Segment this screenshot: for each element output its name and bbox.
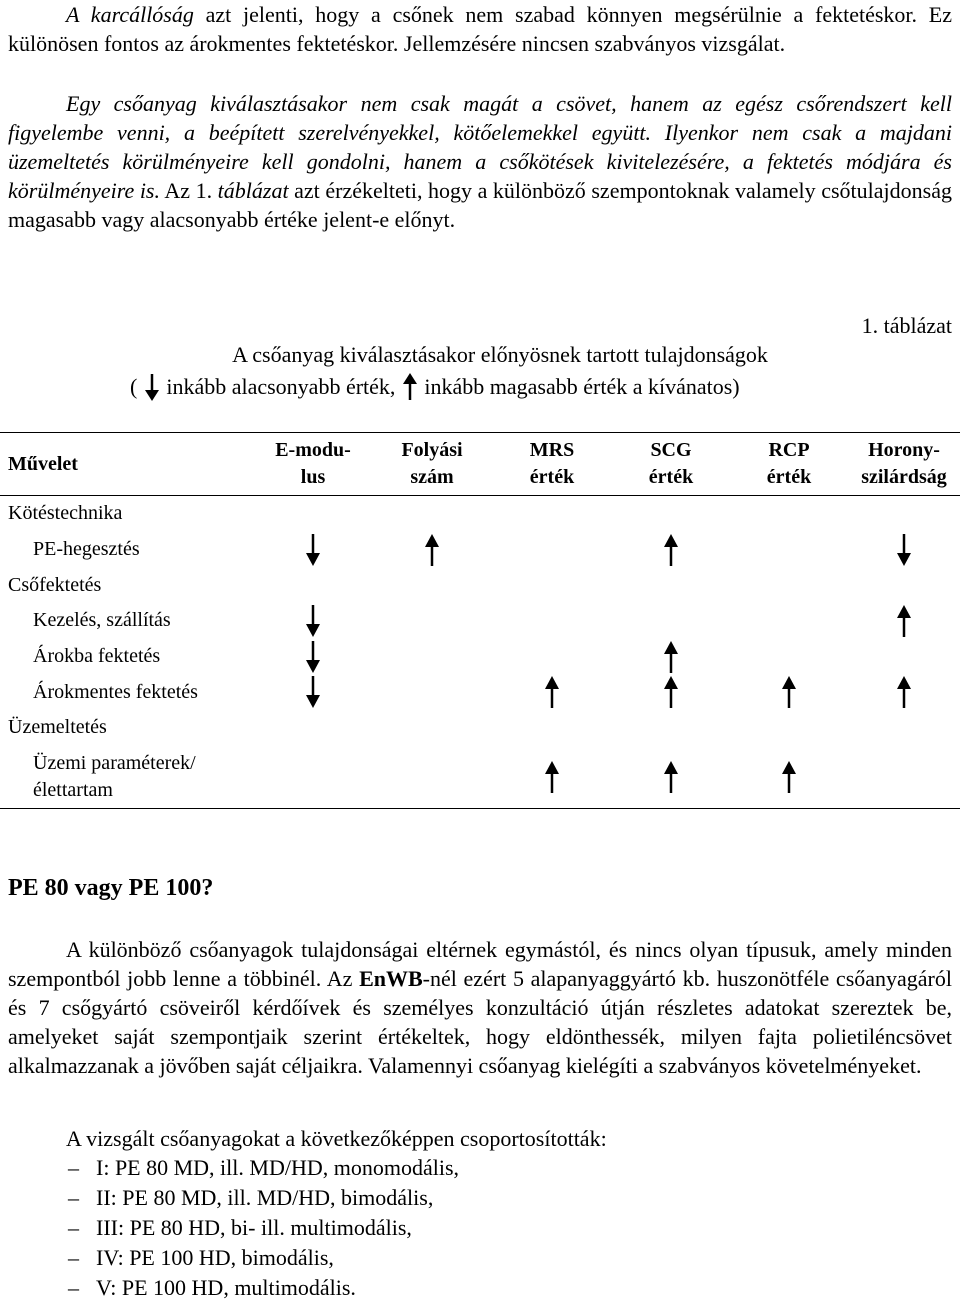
cell-mrs (492, 603, 612, 639)
list-dash: – (68, 1185, 79, 1210)
list-dash: – (68, 1155, 79, 1180)
cell-mrs (492, 496, 612, 532)
cell-rcp (730, 603, 848, 639)
table-row (0, 710, 960, 746)
paragraph-text: -nél ezért 5 alapanyaggyártó kb. huszonötféle csőanyagáról és 7 csőgyártó csöveiről kérdőívek és személyes konzultáció útján részletes adatokat szereztek be, amelyeket saját szempontjaik szerint értékeltek, hogy eldönthessék, milyen fajta polietiléncsövet alkalmazzanak a jövőben saját céljaikra. Valamennyi csőanyag kielégíti a szabványos követelményeket. (8, 966, 952, 1078)
cell-notch-strength (848, 746, 960, 809)
cell-e-modulus (254, 567, 372, 603)
header-line: E-modu- (275, 439, 351, 461)
arrow-up-icon (895, 675, 913, 709)
header-line: érték (766, 466, 812, 488)
table-reference: táblázat (217, 178, 289, 203)
header-rcp (730, 433, 848, 496)
cell-scg (612, 710, 730, 746)
list-item (8, 1243, 459, 1273)
arrow-down-icon (143, 372, 161, 402)
header-line: RCP (768, 439, 810, 461)
operation-group-label: Üzemeltetés (8, 716, 107, 739)
table-row (0, 567, 960, 603)
open-paren: ( (130, 374, 138, 400)
table-row (0, 746, 960, 809)
header-notch-strength (848, 433, 960, 496)
cell-scg (612, 567, 730, 603)
operation-label (0, 746, 254, 809)
cell-mrs (492, 674, 612, 710)
cell-mrs (492, 639, 612, 675)
cell-rcp (730, 567, 848, 603)
paragraph-text: azt érzékelteti, hogy a különböző szempontoknak valamely csőtulajdonság magasabb vagy alacsonyabb értéke jelent-e előnyt. (8, 178, 952, 232)
header-e-modulus (254, 433, 372, 496)
cell-scg (612, 496, 730, 532)
list-item-text: V: PE 100 HD, multimodális. (96, 1275, 356, 1300)
cell-notch-strength (848, 567, 960, 603)
operation-group-label: Kötéstechnika (8, 502, 123, 525)
cell-e-modulus (254, 710, 372, 746)
table-row (0, 603, 960, 639)
operation-label: Árokmentes fektetés (33, 680, 198, 703)
company-name: EnWB (359, 966, 423, 991)
cell-scg (612, 639, 730, 675)
table-legend (130, 370, 740, 402)
cell-flow-index (372, 639, 492, 675)
table-body (0, 496, 960, 809)
cell-e-modulus (254, 603, 372, 639)
header-line: SCG (650, 439, 692, 461)
properties-table (0, 432, 960, 809)
cell-rcp (730, 496, 848, 532)
header-line: MRS (529, 439, 575, 461)
cell-e-modulus (254, 639, 372, 675)
arrow-up-icon (662, 675, 680, 709)
cell-notch-strength (848, 532, 960, 568)
label-line: Üzemi paraméterek/ (33, 751, 196, 774)
header-flow-index (372, 433, 492, 496)
cell-e-modulus (254, 674, 372, 710)
arrow-up-icon (543, 760, 561, 794)
material-group-list (8, 1153, 459, 1303)
cell-mrs (492, 532, 612, 568)
cell-flow-index (372, 532, 492, 568)
cell-flow-index (372, 746, 492, 809)
cell-scg (612, 746, 730, 809)
arrow-up-icon (780, 675, 798, 709)
header-scg (612, 433, 730, 496)
header-operation: Művelet (0, 433, 254, 496)
paragraph-grouping-intro: A vizsgált csőanyagokat a következőképpen csoportosították: (66, 1126, 607, 1151)
header-line: szilárdság (861, 466, 947, 488)
arrow-up-icon (895, 604, 913, 638)
list-item-text: III: PE 80 HD, bi- ill. multimodális, (96, 1215, 412, 1240)
cell-mrs (492, 567, 612, 603)
cell-notch-strength (848, 639, 960, 675)
cell-e-modulus (254, 532, 372, 568)
paragraph-scratch-resistance (8, 0, 952, 58)
table-title: A csőanyag kiválasztásakor előnyösnek tartott tulajdonságok (232, 342, 768, 367)
table-row (0, 674, 960, 710)
arrow-up-icon (423, 533, 441, 567)
arrow-down-icon (304, 640, 322, 674)
header-mrs (492, 433, 612, 496)
cell-e-modulus (254, 746, 372, 809)
table-row (0, 496, 960, 532)
paragraph-text: azt jelenti, hogy a csőnek nem szabad könnyen megsérülnie a fektetéskor. Ez különösen fontos az árokmentes fektetéskor. Jellemzésére nincsen szabványos vizsgálat. (8, 2, 952, 56)
cell-notch-strength (848, 496, 960, 532)
cell-notch-strength (848, 674, 960, 710)
list-dash: – (68, 1245, 79, 1270)
operation-group-label: Csőfektetés (8, 573, 102, 596)
operation-label: Árokba fektetés (33, 645, 161, 668)
list-dash: – (68, 1215, 79, 1240)
table-row (0, 532, 960, 568)
paragraph-text: A különböző csőanyagok tulajdonságai eltérnek egymástól, és nincs olyan típusuk, amely minden szempontból jobb lenne a többinél. Az (8, 937, 952, 991)
table-header-row (0, 433, 960, 496)
term-scratch-resistance: A karcállóság (66, 2, 194, 27)
operation-label: Kezelés, szállítás (33, 609, 171, 632)
arrow-up-icon (780, 760, 798, 794)
cell-mrs (492, 746, 612, 809)
cell-rcp (730, 674, 848, 710)
cell-rcp (730, 746, 848, 809)
legend-higher-text: inkább magasabb érték a kívánatos) (424, 374, 740, 400)
cell-scg (612, 674, 730, 710)
list-item (8, 1183, 459, 1213)
table-row (0, 639, 960, 675)
arrow-down-icon (895, 533, 913, 567)
list-item-text: II: PE 80 MD, ill. MD/HD, bimodális, (96, 1185, 434, 1210)
cell-e-modulus (254, 496, 372, 532)
section-heading: PE 80 vagy PE 100? (8, 875, 214, 901)
list-item-text: IV: PE 100 HD, bimodális, (96, 1245, 334, 1270)
paragraph-text: Az 1. (160, 178, 218, 203)
list-item (8, 1213, 459, 1243)
arrow-down-icon (304, 533, 322, 567)
arrow-down-icon (304, 604, 322, 638)
header-line: érték (529, 466, 575, 488)
paragraph-material-comparison (8, 935, 952, 1080)
legend-lower-text: inkább alacsonyabb érték, (166, 374, 396, 400)
paragraph-pipe-selection (8, 89, 952, 234)
cell-mrs (492, 710, 612, 746)
header-line: Horony- (868, 439, 940, 461)
list-item (8, 1273, 459, 1303)
cell-scg (612, 532, 730, 568)
header-line: érték (648, 466, 694, 488)
list-item-text: I: PE 80 MD, ill. MD/HD, monomodális, (96, 1155, 460, 1180)
header-line: szám (410, 466, 454, 488)
list-item (8, 1153, 459, 1183)
cell-scg (612, 603, 730, 639)
arrow-up-icon (401, 372, 419, 402)
cell-rcp (730, 639, 848, 675)
arrow-up-icon (662, 640, 680, 674)
header-line: Folyási (401, 439, 463, 461)
cell-flow-index (372, 674, 492, 710)
cell-notch-strength (848, 603, 960, 639)
cell-flow-index (372, 496, 492, 532)
operation-label: PE-hegesztés (33, 538, 140, 561)
label-line: élettartam (33, 778, 113, 801)
cell-rcp (730, 532, 848, 568)
arrow-up-icon (662, 533, 680, 567)
cell-flow-index (372, 567, 492, 603)
paragraph-italic-text: Egy csőanyag kiválasztásakor nem csak magát a csövet, hanem az egész csőrendszert kell figyelembe venni, a beépített szerelvényekkel, kötőelemekkel együtt. Ilyenkor nem csak a majdani üzemeltetés körülményeire kell gondolni, hanem a csőkötések kivitelezésére, a fektetés módjára és körülményeire is. (8, 91, 952, 203)
cell-flow-index (372, 603, 492, 639)
arrow-up-icon (543, 675, 561, 709)
table-number: 1. táblázat (861, 313, 952, 338)
arrow-up-icon (662, 760, 680, 794)
cell-rcp (730, 710, 848, 746)
header-line: lus (300, 466, 326, 488)
list-dash: – (68, 1275, 79, 1300)
cell-flow-index (372, 710, 492, 746)
cell-notch-strength (848, 710, 960, 746)
arrow-down-icon (304, 675, 322, 709)
